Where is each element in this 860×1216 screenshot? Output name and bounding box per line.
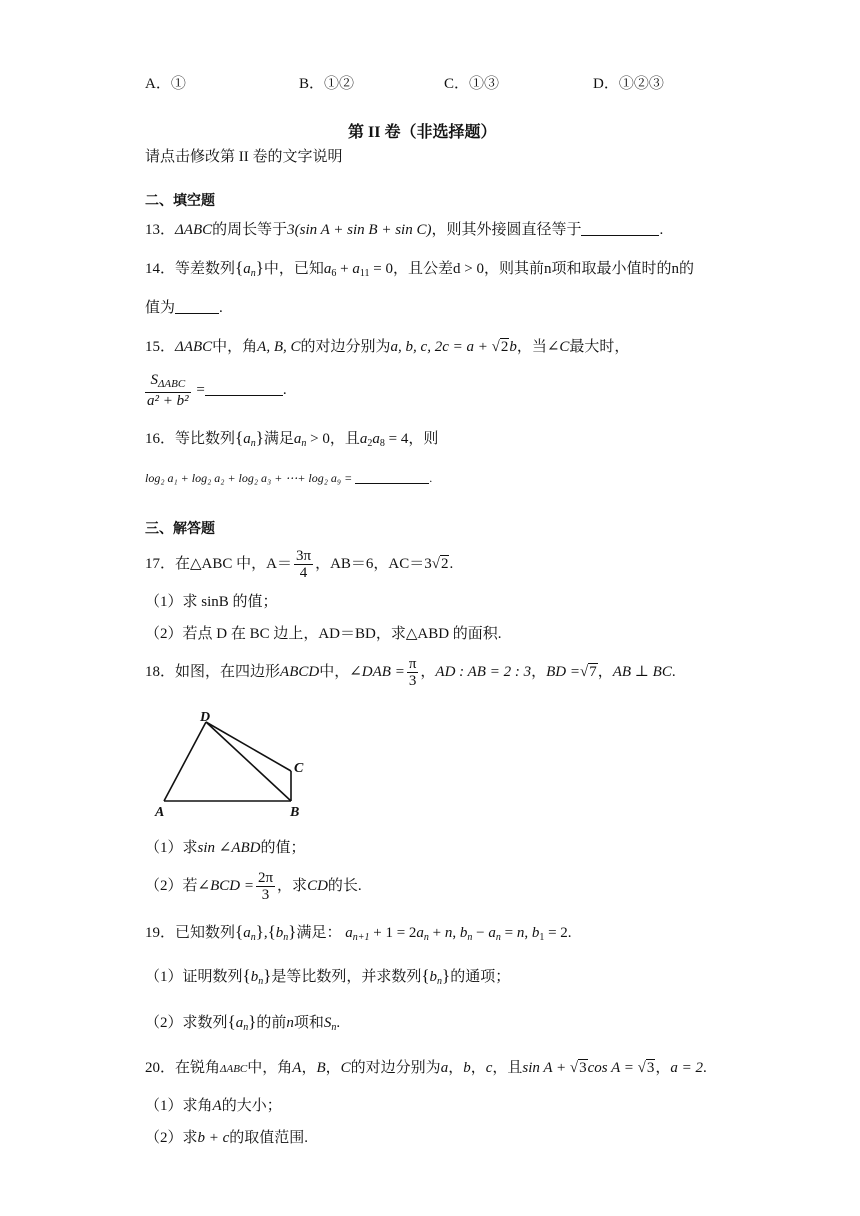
vertex-label-d: D bbox=[200, 710, 211, 725]
answer-blank bbox=[581, 221, 659, 236]
choice-a: A．① bbox=[145, 76, 186, 92]
question-14: 14．等差数列$\{a_n\}$中，已知$a_6 + a_{11} = 0$，且公差d > 0，则其前n项和取最小值时的n的 bbox=[145, 258, 694, 279]
question-16: 16．等比数列$\{a_n\}$满足$a_n > 0$，且$a_2a_8 = 4$，则 bbox=[145, 428, 439, 449]
question-18-part2: （2）若∠BCD = $\frac{2\pi}{3}$ ，求CD的长. bbox=[145, 870, 362, 904]
question-15: 15．ΔABC中，角A, B, C的对边分别为a, b, c, 2c = a + √2b，当∠C最大时， bbox=[145, 339, 630, 355]
answer-blank bbox=[205, 381, 283, 396]
question-16-cont: log₂ a₁ + log₂ a₂ + log₂ a₃ + ⋯+ log₂ a₉ = . bbox=[145, 471, 433, 485]
question-13: 13．ΔABC的周长等于3(sin A + sin B + sin C)，则其外接圆直径等于 . bbox=[145, 222, 664, 238]
question-20-part2: （2）求b + c的取值范围. bbox=[145, 1130, 309, 1146]
question-14-cont: 值为 . bbox=[145, 300, 223, 316]
section2-title: 二、填空题 bbox=[145, 192, 215, 208]
choice-b: B．①② bbox=[299, 76, 355, 92]
answer-blank bbox=[175, 299, 219, 314]
question-20-part1: （1）求角A的大小； bbox=[145, 1098, 282, 1114]
vertex-label-c: C bbox=[294, 761, 304, 776]
edge-dc bbox=[206, 722, 291, 771]
question-19-part2: （2）求数列$\{a_n\}$的前n项和$S_n$. bbox=[145, 1012, 341, 1033]
quadrilateral-figure bbox=[150, 704, 320, 822]
part2-note: 请点击修改第 II 卷的文字说明 bbox=[145, 149, 343, 165]
vertex-label-b: B bbox=[290, 805, 300, 820]
choice-c: C．①③ bbox=[444, 76, 500, 92]
question-18-part1: （1）求sin ∠ABD的值； bbox=[145, 840, 306, 856]
question-18: 18．如图，在四边形ABCD中，∠DAB = $\frac{\pi}{3}$ ，AD : AB = 2 : 3，BD =√7，AB ⊥ BC. bbox=[145, 656, 676, 690]
question-19-part1: （1）证明数列$\{b_n\}$是等比数列，并求数列$\{b_n\}$的通项； bbox=[145, 966, 511, 987]
section3-title: 三、解答题 bbox=[145, 520, 215, 536]
edge-bd bbox=[206, 722, 291, 801]
answer-choices bbox=[145, 72, 705, 94]
choice-d: D．①②③ bbox=[593, 76, 664, 92]
question-15-cont: $\frac{S_{\Delta ABC}}{\text{a² + b²}}$ = . bbox=[147, 372, 287, 409]
answer-blank bbox=[355, 471, 429, 484]
question-20: 20．在锐角ΔABC中，角A，B，C的对边分别为a，b，c，且sin A + √3cos A = √3，a = 2. bbox=[145, 1060, 707, 1076]
question-19: 19．已知数列$\{a_n\},\{b_n\}$满足： $a_{n+1} + 1 = 2a_n + n$, $b_n - a_n = n$, $b_1 = 2$. bbox=[145, 922, 572, 943]
edge-ad bbox=[164, 722, 206, 801]
vertex-label-a: A bbox=[155, 805, 165, 820]
part2-title: 第 II 卷（非选择题） bbox=[348, 124, 497, 141]
question-17-part1: （1）求 sinB 的值； bbox=[145, 594, 278, 610]
question-17-part2: （2）若点 D 在 BC 边上，AD＝BD，求△ABD 的面积. bbox=[145, 626, 502, 642]
question-17: 17．在△ABC 中，A＝ $\frac{3\pi}{4}$ ，AB＝6，AC＝3√2. bbox=[145, 548, 454, 582]
